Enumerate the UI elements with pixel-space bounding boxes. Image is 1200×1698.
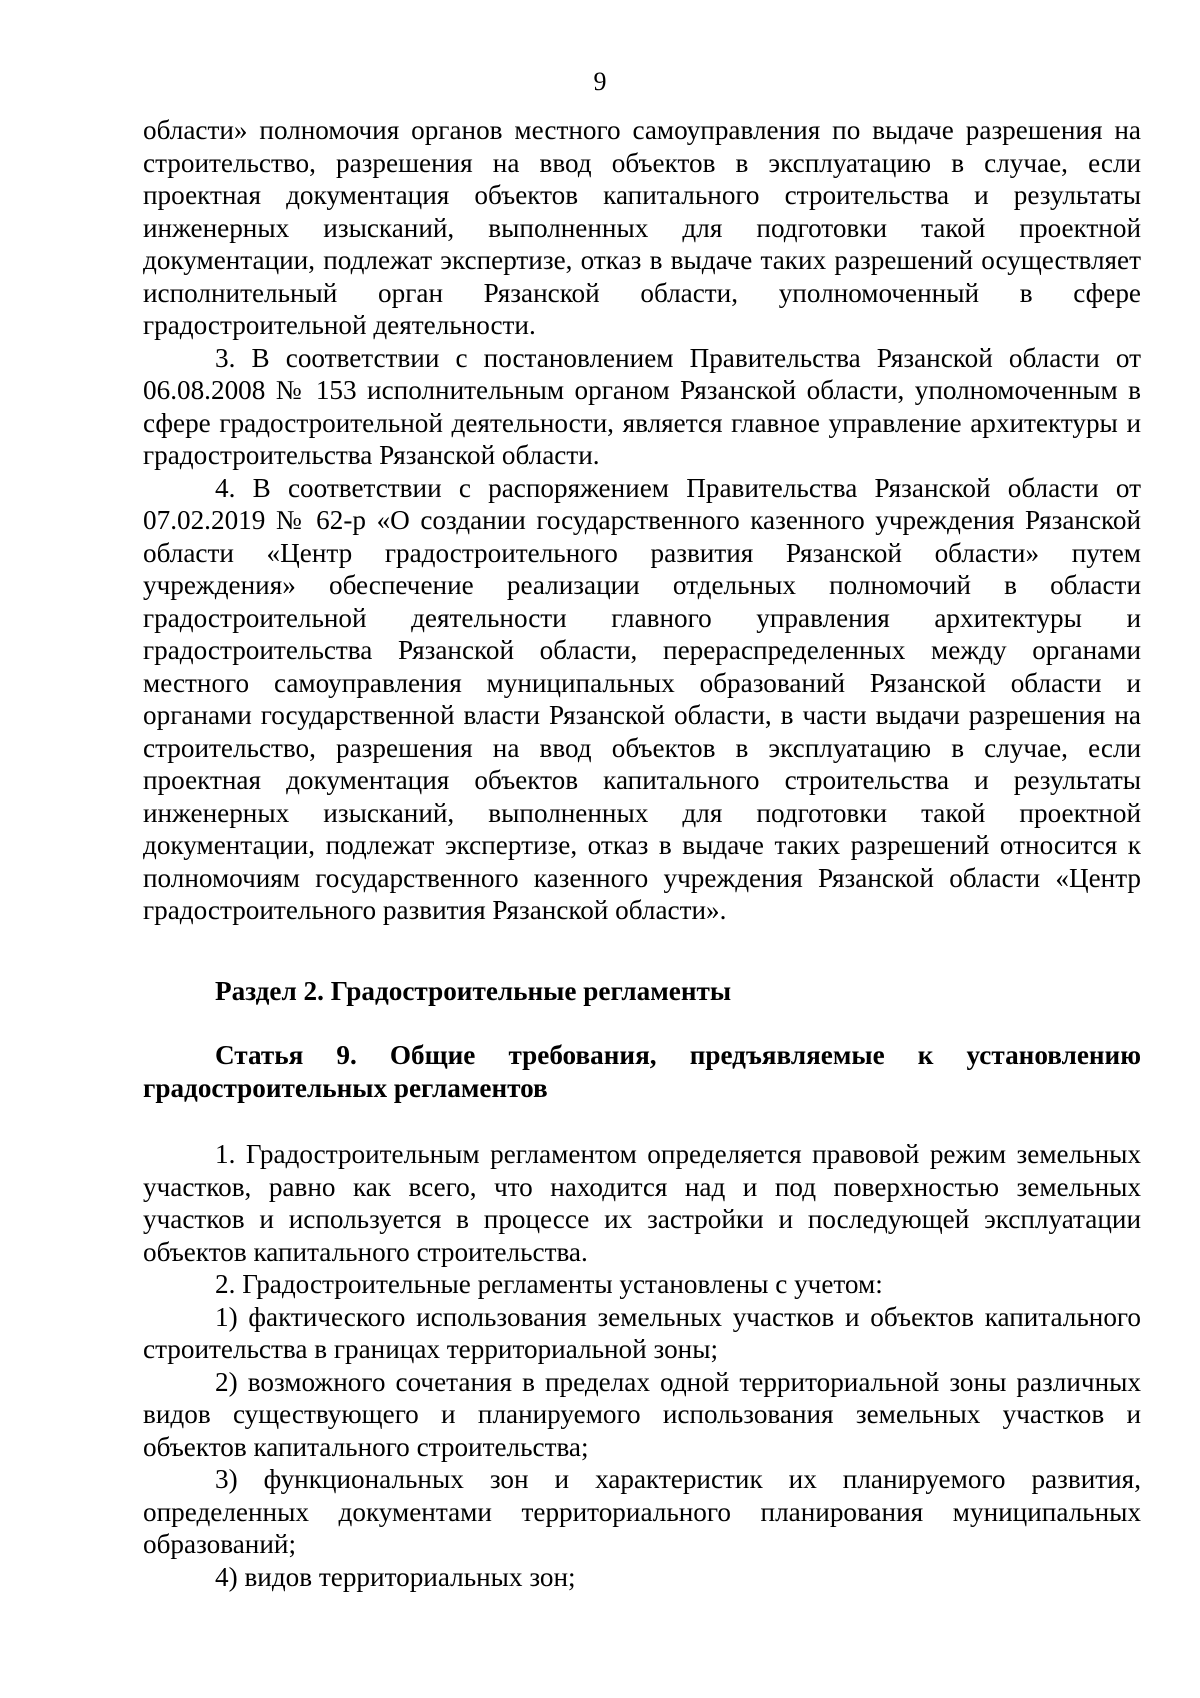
document-body [143, 114, 1141, 1593]
list-item: 1) фактического использования земельных участков и объектов капитального строительства в границах территориальной зоны; [143, 1301, 1141, 1364]
paragraph-continuation: области» полномочия органов местного самоуправления по выдаче разрешения на строительство, разрешения на ввод объектов в эксплуатацию в случае, если проектная документация объектов капитального строительства и результаты инженерных изысканий, выполненных для подготовки такой проектной документации, подлежат экспертизе, отказ в выдаче таких разрешений осуществляет исполнительный орган Рязанской области, уполномоченный в сфере градостроительной деятельности. [143, 115, 1141, 340]
section-heading: Раздел 2. Градостроительные регламенты [215, 975, 732, 1006]
article-paragraph-1: 1. Градостроительным регламентом определяется правовой режим земельных участков, равно как всего, что находится над и под поверхностью земельных участков и используется в процессе их застройки и последующей эксплуатации объектов капитального строительства. [143, 1139, 1141, 1267]
article-heading: Статья 9. Общие требования, предъявляемые к установлению градостроительных регламентов [143, 1040, 1141, 1103]
list-item: 3) функциональных зон и характеристик их планируемого развития, определенных документами территориального планирования муниципальных образований; [143, 1464, 1141, 1559]
list-item: 2) возможного сочетания в пределах одной территориальной зоны различных видов существующего и планируемого использования земельных участков и объектов капитального строительства; [143, 1366, 1141, 1462]
list-item: 4) видов территориальных зон; [215, 1561, 576, 1592]
paragraph-3: 3. В соответствии с постановлением Правительства Рязанской области от 06.08.2008 № 153 исполнительным органом Рязанской области, уполномоченным в сфере градостроительной деятельности, является главное управление архитектуры и градостроительства Рязанской области. [143, 342, 1141, 470]
article-paragraph-2: 2. Градостроительные регламенты установлены с учетом: [215, 1269, 883, 1299]
paragraph-4: 4. В соответствии с распоряжением Правительства Рязанской области от 07.02.2019 № 62-р «О создании государственного казенного учреждения Рязанской области «Центр градостроительного развития Рязанской области» путем учреждения» обеспечение реализации отдельных полномочий в области градостроительной деятельности главного управления архитектуры и градостроительства Рязанской области, перераспределенных между органами местного самоуправления муниципальных образований Рязанской области и органами государственной власти Рязанской области, в части выдачи разрешения на строительство, разрешения на ввод объектов в эксплуатацию в случае, если проектная документация объектов капитального строительства и результаты инженерных изысканий, выполненных для подготовки такой проектной документации, подлежат экспертизе, отказ в выдаче таких разрешений относится к полномочиям государственного казенного учреждения Рязанской области «Центр градостроительного развития Рязанской области». [143, 472, 1141, 925]
page-number: 9 [593, 67, 607, 96]
